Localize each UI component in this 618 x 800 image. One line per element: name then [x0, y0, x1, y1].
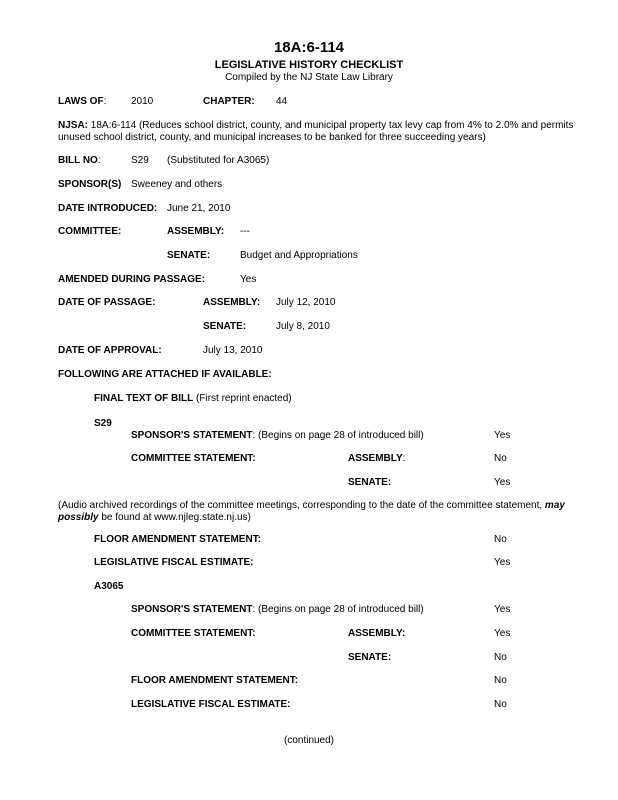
final-text-of-bill: FINAL TEXT OF BILL (First reprint enacted) — [94, 393, 292, 404]
committee-senate-value: Budget and Appropriations — [240, 250, 358, 261]
a3065-sponsor-statement: SPONSOR'S STATEMENT: (Begins on page 28 of introduced bill) — [131, 604, 424, 615]
page-title: 18A:6-114 — [273, 39, 345, 56]
committee-label: COMMITTEE: — [58, 226, 122, 237]
a3065-fiscal-estimate-value: No — [494, 699, 507, 710]
a3065-committee-senate-label: SENATE: — [348, 652, 392, 663]
s29-floor-amendment-value: No — [494, 534, 507, 545]
s29-fiscal-estimate-value: Yes — [494, 557, 511, 568]
date-of-approval-value: July 13, 2010 — [203, 345, 263, 356]
a3065-committee-assembly-label: ASSEMBLY: — [348, 628, 406, 639]
passage-assembly-value: July 12, 2010 — [276, 297, 336, 308]
a3065-committee-senate-value: No — [494, 652, 507, 663]
date-introduced-value: June 21, 2010 — [167, 203, 231, 214]
laws-of-label: LAWS OF: — [58, 96, 107, 107]
audio-archive-note: (Audio archived recordings of the committee meetings, corresponding to the date of the committee statement, may possibly be found at www.njleg.state.nj.us) — [58, 500, 565, 523]
a3065-floor-amendment-value: No — [494, 675, 507, 686]
committee-assembly-value: --- — [240, 226, 250, 237]
s29-heading: S29 — [94, 418, 112, 429]
compiled-by: Compiled by the NJ State Law Library — [225, 72, 393, 83]
s29-sponsor-statement: SPONSOR'S STATEMENT: (Begins on page 28 of introduced bill) — [131, 430, 424, 441]
njsa-description: NJSA: 18A:6-114 (Reduces school district, county, and municipal property tax levy cap from 4% to 2.0% and permits unused school district, county, and municipal increases to be banked for three succeeding years) — [58, 120, 574, 143]
s29-fiscal-estimate-label: LEGISLATIVE FISCAL ESTIMATE: — [94, 557, 254, 568]
a3065-committee-statement-label: COMMITTEE STATEMENT: — [131, 628, 256, 639]
date-introduced-label: DATE INTRODUCED: — [58, 203, 158, 214]
s29-committee-statement-label: COMMITTEE STATEMENT: — [131, 453, 256, 464]
passage-senate-value: July 8, 2010 — [276, 321, 330, 332]
a3065-floor-amendment-label: FLOOR AMENDMENT STATEMENT: — [131, 675, 299, 686]
sponsor-label: SPONSOR(S) — [58, 179, 122, 190]
date-of-approval-label: DATE OF APPROVAL: — [58, 345, 162, 356]
attached-heading: FOLLOWING ARE ATTACHED IF AVAILABLE: — [58, 369, 272, 380]
laws-of-year: 2010 — [131, 96, 154, 107]
continued-note: (continued) — [283, 735, 335, 746]
a3065-fiscal-estimate-label: LEGISLATIVE FISCAL ESTIMATE: — [131, 699, 291, 710]
bill-number: S29 — [131, 155, 149, 166]
s29-committee-senate-label: SENATE: — [348, 477, 392, 488]
amended-label: AMENDED DURING PASSAGE: — [58, 274, 206, 285]
sponsor-value: Sweeney and others — [131, 179, 223, 190]
passage-senate-label: SENATE: — [203, 321, 247, 332]
checklist-title: LEGISLATIVE HISTORY CHECKLIST — [214, 59, 404, 71]
a3065-heading: A3065 — [94, 581, 124, 592]
chapter-label: CHAPTER: — [203, 96, 255, 107]
committee-assembly-label: ASSEMBLY: — [167, 226, 225, 237]
a3065-sponsor-statement-value: Yes — [494, 604, 511, 615]
bill-no-label: BILL NO: — [58, 155, 101, 166]
chapter-value: 44 — [276, 96, 288, 107]
bill-substituted: (Substituted for A3065) — [167, 155, 270, 166]
date-of-passage-label: DATE OF PASSAGE: — [58, 297, 156, 308]
committee-senate-label: SENATE: — [167, 250, 211, 261]
s29-sponsor-statement-value: Yes — [494, 430, 511, 441]
s29-floor-amendment-label: FLOOR AMENDMENT STATEMENT: — [94, 534, 262, 545]
passage-assembly-label: ASSEMBLY: — [203, 297, 261, 308]
amended-value: Yes — [240, 274, 257, 285]
s29-committee-senate-value: Yes — [494, 477, 511, 488]
s29-committee-assembly-label: ASSEMBLY: — [348, 453, 406, 464]
a3065-committee-assembly-value: Yes — [494, 628, 511, 639]
s29-committee-assembly-value: No — [494, 453, 507, 464]
